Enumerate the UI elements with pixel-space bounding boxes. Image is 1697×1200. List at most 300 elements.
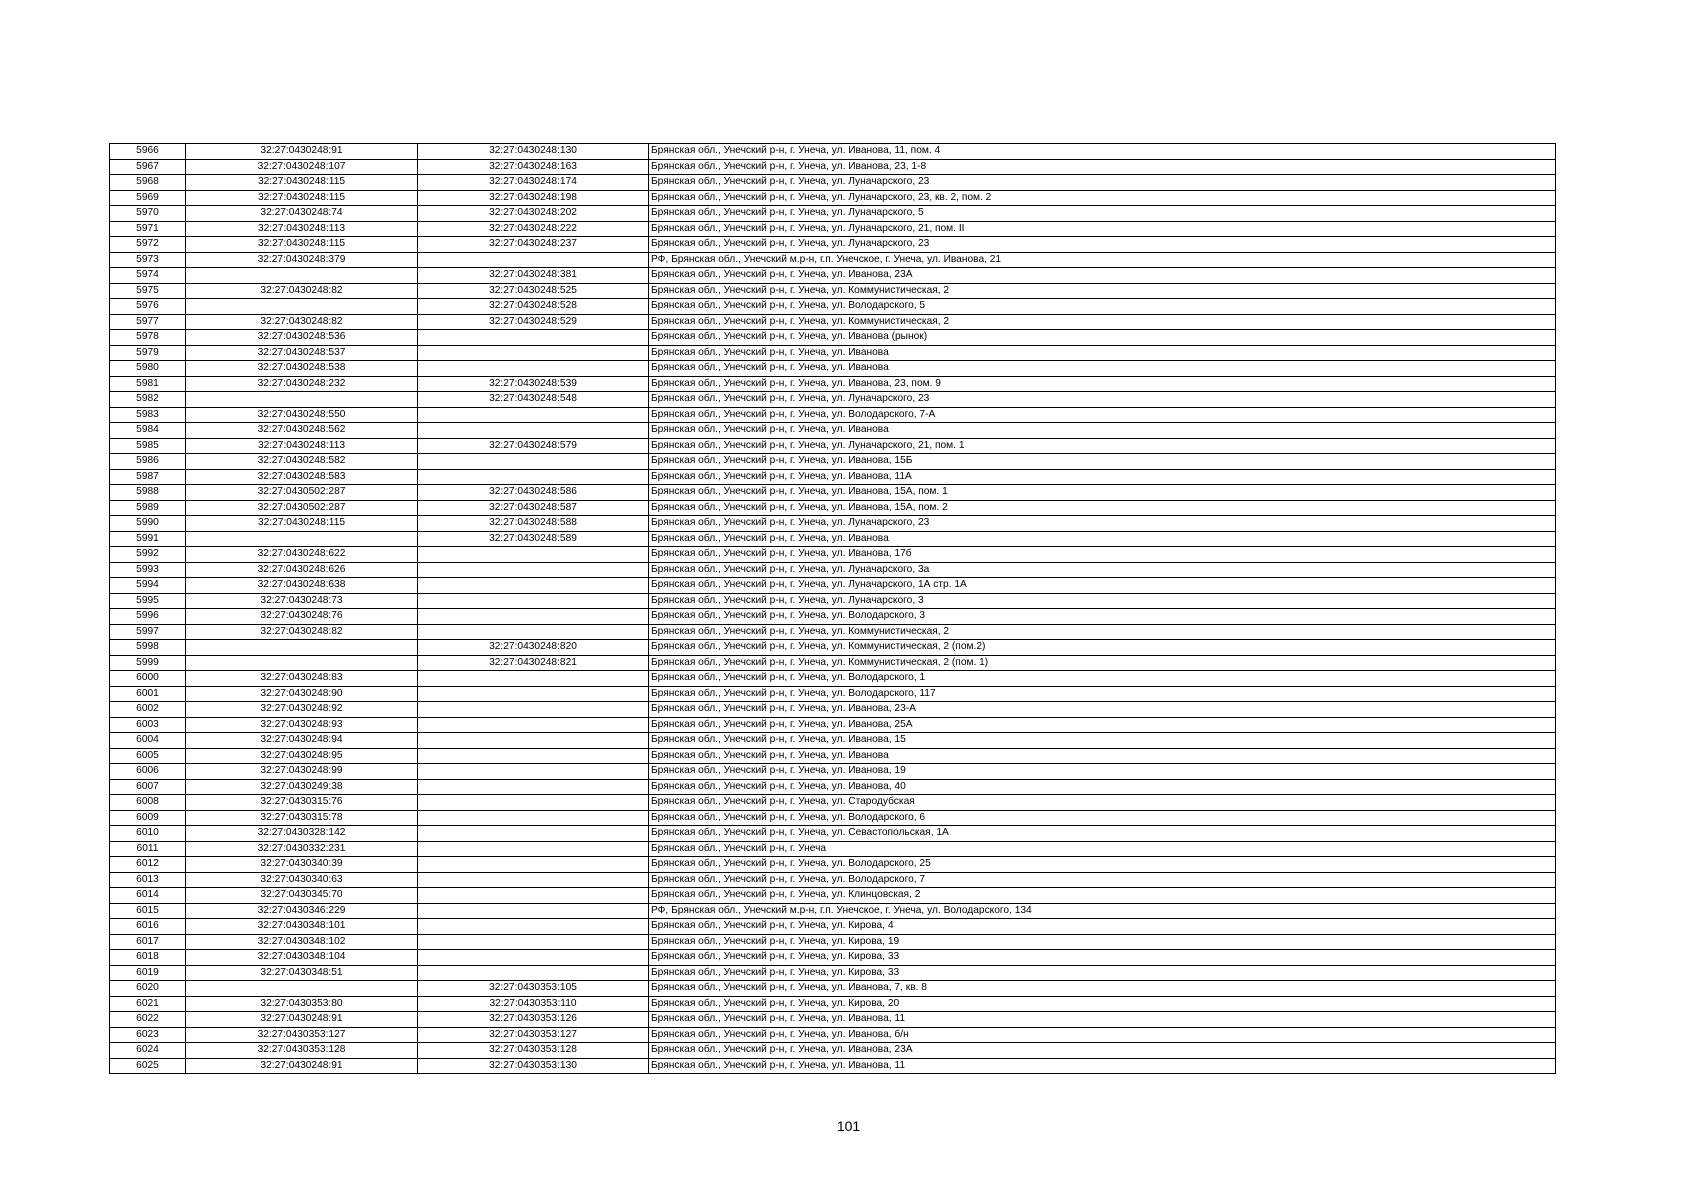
address-cell: Брянская обл., Унечский р-н, г. Унеча, ул. Иванова, 11, пом. 4 (649, 144, 1556, 160)
object-number-cell: 32:27:0430353:127 (418, 1027, 649, 1043)
row-number-cell: 6015 (110, 903, 186, 919)
object-number-cell: 32:27:0430248:588 (418, 516, 649, 532)
row-number-cell: 5991 (110, 531, 186, 547)
object-number-cell (418, 965, 649, 981)
object-number-cell (418, 702, 649, 718)
object-number-cell (418, 888, 649, 904)
row-number-cell: 5996 (110, 609, 186, 625)
table-row (110, 438, 1556, 454)
parcel-number-cell (186, 392, 418, 408)
parcel-number-cell: 32:27:0430248:622 (186, 547, 418, 563)
table-row (110, 314, 1556, 330)
address-cell: Брянская обл., Унечский р-н, г. Унеча, ул. Иванова, 11 (649, 1058, 1556, 1074)
row-number-cell: 5967 (110, 159, 186, 175)
parcel-number-cell: 32:27:0430502:287 (186, 500, 418, 516)
object-number-cell: 32:27:0430248:198 (418, 190, 649, 206)
parcel-number-cell: 32:27:0430353:127 (186, 1027, 418, 1043)
parcel-number-cell: 32:27:0430248:550 (186, 407, 418, 423)
address-cell: Брянская обл., Унечский р-н, г. Унеча, ул. Володарского, 3 (649, 609, 1556, 625)
parcel-number-cell (186, 268, 418, 284)
row-number-cell: 5992 (110, 547, 186, 563)
object-number-cell (418, 454, 649, 470)
object-number-cell: 32:27:0430248:237 (418, 237, 649, 253)
object-number-cell: 32:27:0430248:222 (418, 221, 649, 237)
object-number-cell (418, 686, 649, 702)
address-cell: Брянская обл., Унечский р-н, г. Унеча, ул. Луначарского, 21, пом. II (649, 221, 1556, 237)
parcel-number-cell: 32:27:0430348:104 (186, 950, 418, 966)
object-number-cell: 32:27:0430248:579 (418, 438, 649, 454)
table-row (110, 872, 1556, 888)
table-row (110, 934, 1556, 950)
parcel-number-cell: 32:27:0430248:107 (186, 159, 418, 175)
address-cell: Брянская обл., Унечский р-н, г. Унеча, ул. Иванова, 7, кв. 8 (649, 981, 1556, 997)
row-number-cell: 5990 (110, 516, 186, 532)
address-cell: Брянская обл., Унечский р-н, г. Унеча, ул. Иванова, 40 (649, 779, 1556, 795)
object-number-cell (418, 857, 649, 873)
object-number-cell (418, 469, 649, 485)
registry-table (109, 143, 1556, 1074)
table-row (110, 733, 1556, 749)
row-number-cell: 5984 (110, 423, 186, 439)
address-cell: Брянская обл., Унечский р-н, г. Унеча, ул. Коммунистическая, 2 (пом.2) (649, 640, 1556, 656)
parcel-number-cell: 32:27:0430248:582 (186, 454, 418, 470)
row-number-cell: 5975 (110, 283, 186, 299)
object-number-cell (418, 764, 649, 780)
object-number-cell (418, 578, 649, 594)
object-number-cell (418, 423, 649, 439)
table-row (110, 500, 1556, 516)
table-row (110, 547, 1556, 563)
table-row (110, 299, 1556, 315)
table-row (110, 609, 1556, 625)
address-cell: Брянская обл., Унечский р-н, г. Унеча, ул. Луначарского, 23 (649, 237, 1556, 253)
address-cell: Брянская обл., Унечский р-н, г. Унеча, ул. Володарского, 7 (649, 872, 1556, 888)
address-cell: Брянская обл., Унечский р-н, г. Унеча, ул. Коммунистическая, 2 (649, 314, 1556, 330)
table-row (110, 671, 1556, 687)
address-cell: Брянская обл., Унечский р-н, г. Унеча, ул. Коммунистическая, 2 (пом. 1) (649, 655, 1556, 671)
parcel-number-cell: 32:27:0430332:231 (186, 841, 418, 857)
table-row (110, 423, 1556, 439)
table-row (110, 175, 1556, 191)
address-cell: Брянская обл., Унечский р-н, г. Унеча, ул. Иванова (649, 345, 1556, 361)
parcel-number-cell: 32:27:0430353:128 (186, 1043, 418, 1059)
row-number-cell: 5978 (110, 330, 186, 346)
row-number-cell: 6008 (110, 795, 186, 811)
row-number-cell: 6022 (110, 1012, 186, 1028)
address-cell: РФ, Брянская обл., Унечский м.р-н, г.п. Унечское, г. Унеча, ул. Иванова, 21 (649, 252, 1556, 268)
object-number-cell (418, 919, 649, 935)
object-number-cell: 32:27:0430248:163 (418, 159, 649, 175)
address-cell: Брянская обл., Унечский р-н, г. Унеча, ул. Кирова, 19 (649, 934, 1556, 950)
parcel-number-cell: 32:27:0430248:94 (186, 733, 418, 749)
parcel-number-cell (186, 531, 418, 547)
address-cell: Брянская обл., Унечский р-н, г. Унеча, ул. Луначарского, 23 (649, 392, 1556, 408)
parcel-number-cell: 32:27:0430340:63 (186, 872, 418, 888)
address-cell: Брянская обл., Унечский р-н, г. Унеча, ул. Иванова, 15 (649, 733, 1556, 749)
address-cell: Брянская обл., Унечский р-н, г. Унеча, ул. Иванова, б/н (649, 1027, 1556, 1043)
row-number-cell: 5974 (110, 268, 186, 284)
row-number-cell: 6014 (110, 888, 186, 904)
parcel-number-cell: 32:27:0430248:90 (186, 686, 418, 702)
table-row (110, 407, 1556, 423)
parcel-number-cell: 32:27:0430248:113 (186, 438, 418, 454)
row-number-cell: 6019 (110, 965, 186, 981)
parcel-number-cell: 32:27:0430249:38 (186, 779, 418, 795)
table-row (110, 1012, 1556, 1028)
address-cell: Брянская обл., Унечский р-н, г. Унеча, ул. Иванова, 23, пом. 9 (649, 376, 1556, 392)
row-number-cell: 5971 (110, 221, 186, 237)
address-cell: Брянская обл., Унечский р-н, г. Унеча, ул. Иванова (рынок) (649, 330, 1556, 346)
row-number-cell: 5997 (110, 624, 186, 640)
table-row (110, 826, 1556, 842)
table-row (110, 996, 1556, 1012)
address-cell: Брянская обл., Унечский р-н, г. Унеча, ул. Иванова (649, 531, 1556, 547)
parcel-number-cell: 32:27:0430346:229 (186, 903, 418, 919)
table-row (110, 252, 1556, 268)
table-row (110, 376, 1556, 392)
object-number-cell (418, 779, 649, 795)
table-row (110, 144, 1556, 160)
row-number-cell: 6009 (110, 810, 186, 826)
table-row (110, 330, 1556, 346)
address-cell: Брянская обл., Унечский р-н, г. Унеча, ул. Володарского, 5 (649, 299, 1556, 315)
parcel-number-cell: 32:27:0430248:93 (186, 717, 418, 733)
row-number-cell: 5966 (110, 144, 186, 160)
table-row (110, 888, 1556, 904)
row-number-cell: 6024 (110, 1043, 186, 1059)
row-number-cell: 5998 (110, 640, 186, 656)
address-cell: Брянская обл., Унечский р-н, г. Унеча, ул. Севастопольская, 1А (649, 826, 1556, 842)
address-cell: Брянская обл., Унечский р-н, г. Унеча, ул. Коммунистическая, 2 (649, 283, 1556, 299)
object-number-cell (418, 407, 649, 423)
object-number-cell: 32:27:0430248:821 (418, 655, 649, 671)
row-number-cell: 5970 (110, 206, 186, 222)
address-cell: Брянская обл., Унечский р-н, г. Унеча (649, 841, 1556, 857)
object-number-cell: 32:27:0430353:128 (418, 1043, 649, 1059)
row-number-cell: 6016 (110, 919, 186, 935)
row-number-cell: 6001 (110, 686, 186, 702)
table-row (110, 717, 1556, 733)
object-number-cell (418, 345, 649, 361)
table-row (110, 593, 1556, 609)
table-row (110, 190, 1556, 206)
parcel-number-cell: 32:27:0430248:537 (186, 345, 418, 361)
row-number-cell: 5999 (110, 655, 186, 671)
address-cell: Брянская обл., Унечский р-н, г. Унеча, ул. Иванова, 23-А (649, 702, 1556, 718)
table-row (110, 345, 1556, 361)
table-row (110, 640, 1556, 656)
object-number-cell: 32:27:0430248:587 (418, 500, 649, 516)
row-number-cell: 5994 (110, 578, 186, 594)
parcel-number-cell: 32:27:0430248:232 (186, 376, 418, 392)
object-number-cell (418, 872, 649, 888)
parcel-number-cell: 32:27:0430248:379 (186, 252, 418, 268)
row-number-cell: 5977 (110, 314, 186, 330)
table-row (110, 159, 1556, 175)
table-row (110, 857, 1556, 873)
row-number-cell: 5968 (110, 175, 186, 191)
object-number-cell: 32:27:0430248:174 (418, 175, 649, 191)
address-cell: Брянская обл., Унечский р-н, г. Унеча, ул. Иванова, 25А (649, 717, 1556, 733)
row-number-cell: 6020 (110, 981, 186, 997)
parcel-number-cell: 32:27:0430248:99 (186, 764, 418, 780)
parcel-number-cell: 32:27:0430248:115 (186, 516, 418, 532)
parcel-number-cell: 32:27:0430248:115 (186, 190, 418, 206)
row-number-cell: 5980 (110, 361, 186, 377)
row-number-cell: 6010 (110, 826, 186, 842)
parcel-number-cell: 32:27:0430248:536 (186, 330, 418, 346)
row-number-cell: 6002 (110, 702, 186, 718)
table-row (110, 268, 1556, 284)
registry-table-body (110, 144, 1556, 1074)
parcel-number-cell: 32:27:0430248:562 (186, 423, 418, 439)
object-number-cell (418, 609, 649, 625)
address-cell: Брянская обл., Унечский р-н, г. Унеча, ул. Луначарского, 23, кв. 2, пом. 2 (649, 190, 1556, 206)
address-cell: Брянская обл., Унечский р-н, г. Унеча, ул. Володарского, 6 (649, 810, 1556, 826)
table-row (110, 748, 1556, 764)
row-number-cell: 6005 (110, 748, 186, 764)
address-cell: Брянская обл., Унечский р-н, г. Унеча, ул. Иванова, 23А (649, 1043, 1556, 1059)
parcel-number-cell: 32:27:0430248:538 (186, 361, 418, 377)
object-number-cell (418, 252, 649, 268)
table-row (110, 237, 1556, 253)
parcel-number-cell: 32:27:0430502:287 (186, 485, 418, 501)
object-number-cell (418, 717, 649, 733)
parcel-number-cell: 32:27:0430248:115 (186, 175, 418, 191)
table-row (110, 485, 1556, 501)
parcel-number-cell: 32:27:0430345:70 (186, 888, 418, 904)
address-cell: Брянская обл., Унечский р-н, г. Унеча, ул. Иванова, 15А, пом. 1 (649, 485, 1556, 501)
object-number-cell (418, 903, 649, 919)
object-number-cell (418, 841, 649, 857)
object-number-cell (418, 795, 649, 811)
row-number-cell: 5985 (110, 438, 186, 454)
address-cell: Брянская обл., Унечский р-н, г. Унеча, ул. Кирова, 33 (649, 950, 1556, 966)
object-number-cell: 32:27:0430248:528 (418, 299, 649, 315)
parcel-number-cell: 32:27:0430248:91 (186, 1012, 418, 1028)
table-row (110, 206, 1556, 222)
parcel-number-cell: 32:27:0430348:51 (186, 965, 418, 981)
table-row (110, 965, 1556, 981)
address-cell: Брянская обл., Унечский р-н, г. Унеча, ул. Кирова, 20 (649, 996, 1556, 1012)
table-row (110, 361, 1556, 377)
address-cell: Брянская обл., Унечский р-н, г. Унеча, ул. Луначарского, 23 (649, 516, 1556, 532)
address-cell: Брянская обл., Унечский р-н, г. Унеча, ул. Иванова, 15А, пом. 2 (649, 500, 1556, 516)
object-number-cell: 32:27:0430248:525 (418, 283, 649, 299)
parcel-number-cell (186, 299, 418, 315)
row-number-cell: 6013 (110, 872, 186, 888)
row-number-cell: 5972 (110, 237, 186, 253)
object-number-cell: 32:27:0430353:105 (418, 981, 649, 997)
row-number-cell: 5993 (110, 562, 186, 578)
row-number-cell: 6025 (110, 1058, 186, 1074)
address-cell: Брянская обл., Унечский р-н, г. Унеча, ул. Иванова (649, 748, 1556, 764)
address-cell: Брянская обл., Унечский р-н, г. Унеча, ул. Луначарского, 5 (649, 206, 1556, 222)
parcel-number-cell: 32:27:0430248:83 (186, 671, 418, 687)
parcel-number-cell (186, 655, 418, 671)
parcel-number-cell: 32:27:0430248:82 (186, 283, 418, 299)
object-number-cell: 32:27:0430248:820 (418, 640, 649, 656)
table-row (110, 655, 1556, 671)
table-row (110, 531, 1556, 547)
row-number-cell: 5969 (110, 190, 186, 206)
table-row (110, 779, 1556, 795)
address-cell: Брянская обл., Унечский р-н, г. Унеча, ул. Володарского, 1 (649, 671, 1556, 687)
address-cell: Брянская обл., Унечский р-н, г. Унеча, ул. Иванова, 19 (649, 764, 1556, 780)
address-cell: РФ, Брянская обл., Унечский м.р-н, г.п. Унечское, г. Унеча, ул. Володарского, 134 (649, 903, 1556, 919)
table-row (110, 702, 1556, 718)
address-cell: Брянская обл., Унечский р-н, г. Унеча, ул. Иванова, 15Б (649, 454, 1556, 470)
address-cell: Брянская обл., Унечский р-н, г. Унеча, ул. Иванова (649, 361, 1556, 377)
parcel-number-cell (186, 981, 418, 997)
parcel-number-cell: 32:27:0430315:76 (186, 795, 418, 811)
object-number-cell: 32:27:0430248:381 (418, 268, 649, 284)
row-number-cell: 5988 (110, 485, 186, 501)
address-cell: Брянская обл., Унечский р-н, г. Унеча, ул. Кирова, 33 (649, 965, 1556, 981)
object-number-cell (418, 733, 649, 749)
table-row (110, 1058, 1556, 1074)
table-row (110, 516, 1556, 532)
address-cell: Брянская обл., Унечский р-н, г. Унеча, ул. Луначарского, 23 (649, 175, 1556, 191)
parcel-number-cell: 32:27:0430248:95 (186, 748, 418, 764)
object-number-cell: 32:27:0430248:539 (418, 376, 649, 392)
parcel-number-cell: 32:27:0430248:626 (186, 562, 418, 578)
address-cell: Брянская обл., Унечский р-н, г. Унеча, ул. Луначарского, 1А стр. 1А (649, 578, 1556, 594)
parcel-number-cell: 32:27:0430248:82 (186, 314, 418, 330)
object-number-cell: 32:27:0430248:130 (418, 144, 649, 160)
row-number-cell: 6023 (110, 1027, 186, 1043)
object-number-cell (418, 624, 649, 640)
parcel-number-cell: 32:27:0430340:39 (186, 857, 418, 873)
row-number-cell: 5989 (110, 500, 186, 516)
address-cell: Брянская обл., Унечский р-н, г. Унеча, ул. Иванова, 17б (649, 547, 1556, 563)
object-number-cell (418, 934, 649, 950)
address-cell: Брянская обл., Унечский р-н, г. Унеча, ул. Луначарского, 21, пом. 1 (649, 438, 1556, 454)
object-number-cell: 32:27:0430248:589 (418, 531, 649, 547)
address-cell: Брянская обл., Унечский р-н, г. Унеча, ул. Клинцовская, 2 (649, 888, 1556, 904)
parcel-number-cell: 32:27:0430248:82 (186, 624, 418, 640)
address-cell: Брянская обл., Унечский р-н, г. Унеча, ул. Иванова, 11А (649, 469, 1556, 485)
row-number-cell: 5983 (110, 407, 186, 423)
parcel-number-cell: 32:27:0430248:638 (186, 578, 418, 594)
parcel-number-cell: 32:27:0430248:583 (186, 469, 418, 485)
address-cell: Брянская обл., Унечский р-н, г. Унеча, ул. Иванова, 23, 1-8 (649, 159, 1556, 175)
address-cell: Брянская обл., Унечский р-н, г. Унеча, ул. Луначарского, 3а (649, 562, 1556, 578)
row-number-cell: 6006 (110, 764, 186, 780)
object-number-cell (418, 547, 649, 563)
table-row (110, 841, 1556, 857)
table-row (110, 392, 1556, 408)
object-number-cell (418, 826, 649, 842)
row-number-cell: 5986 (110, 454, 186, 470)
row-number-cell: 5987 (110, 469, 186, 485)
address-cell: Брянская обл., Унечский р-н, г. Унеча, ул. Иванова, 23А (649, 268, 1556, 284)
object-number-cell: 32:27:0430248:202 (418, 206, 649, 222)
parcel-number-cell: 32:27:0430348:102 (186, 934, 418, 950)
row-number-cell: 5979 (110, 345, 186, 361)
parcel-number-cell: 32:27:0430315:78 (186, 810, 418, 826)
parcel-number-cell: 32:27:0430328:142 (186, 826, 418, 842)
row-number-cell: 5976 (110, 299, 186, 315)
parcel-number-cell: 32:27:0430348:101 (186, 919, 418, 935)
parcel-number-cell (186, 640, 418, 656)
object-number-cell (418, 562, 649, 578)
object-number-cell (418, 950, 649, 966)
object-number-cell: 32:27:0430248:529 (418, 314, 649, 330)
address-cell: Брянская обл., Унечский р-н, г. Унеча, ул. Иванова, 11 (649, 1012, 1556, 1028)
row-number-cell: 6011 (110, 841, 186, 857)
table-row (110, 686, 1556, 702)
parcel-number-cell: 32:27:0430353:80 (186, 996, 418, 1012)
address-cell: Брянская обл., Унечский р-н, г. Унеча, ул. Кирова, 4 (649, 919, 1556, 935)
parcel-number-cell: 32:27:0430248:113 (186, 221, 418, 237)
table-row (110, 981, 1556, 997)
table-row (110, 903, 1556, 919)
object-number-cell (418, 330, 649, 346)
parcel-number-cell: 32:27:0430248:73 (186, 593, 418, 609)
object-number-cell (418, 671, 649, 687)
table-row (110, 221, 1556, 237)
object-number-cell: 32:27:0430353:130 (418, 1058, 649, 1074)
parcel-number-cell: 32:27:0430248:76 (186, 609, 418, 625)
object-number-cell: 32:27:0430353:126 (418, 1012, 649, 1028)
address-cell: Брянская обл., Унечский р-н, г. Унеча, ул. Володарского, 117 (649, 686, 1556, 702)
address-cell: Брянская обл., Унечский р-н, г. Унеча, ул. Володарского, 7-А (649, 407, 1556, 423)
row-number-cell: 6004 (110, 733, 186, 749)
row-number-cell: 6003 (110, 717, 186, 733)
row-number-cell: 6021 (110, 996, 186, 1012)
address-cell: Брянская обл., Унечский р-н, г. Унеча, ул. Иванова (649, 423, 1556, 439)
parcel-number-cell: 32:27:0430248:92 (186, 702, 418, 718)
object-number-cell (418, 748, 649, 764)
table-row (110, 578, 1556, 594)
table-row (110, 764, 1556, 780)
object-number-cell: 32:27:0430353:110 (418, 996, 649, 1012)
parcel-number-cell: 32:27:0430248:115 (186, 237, 418, 253)
address-cell: Брянская обл., Унечский р-н, г. Унеча, ул. Володарского, 25 (649, 857, 1556, 873)
table-row (110, 950, 1556, 966)
table-row (110, 1027, 1556, 1043)
address-cell: Брянская обл., Унечский р-н, г. Унеча, ул. Коммунистическая, 2 (649, 624, 1556, 640)
row-number-cell: 5995 (110, 593, 186, 609)
row-number-cell: 6017 (110, 934, 186, 950)
table-row (110, 810, 1556, 826)
row-number-cell: 5982 (110, 392, 186, 408)
row-number-cell: 6000 (110, 671, 186, 687)
object-number-cell (418, 810, 649, 826)
table-row (110, 469, 1556, 485)
table-row (110, 283, 1556, 299)
object-number-cell (418, 361, 649, 377)
row-number-cell: 5981 (110, 376, 186, 392)
address-cell: Брянская обл., Унечский р-н, г. Унеча, ул. Луначарского, 3 (649, 593, 1556, 609)
page-number: 101 (836, 1118, 861, 1134)
row-number-cell: 6012 (110, 857, 186, 873)
object-number-cell: 32:27:0430248:586 (418, 485, 649, 501)
object-number-cell: 32:27:0430248:548 (418, 392, 649, 408)
table-row (110, 795, 1556, 811)
table-row (110, 562, 1556, 578)
row-number-cell: 6018 (110, 950, 186, 966)
address-cell: Брянская обл., Унечский р-н, г. Унеча, ул. Стародубская (649, 795, 1556, 811)
parcel-number-cell: 32:27:0430248:91 (186, 144, 418, 160)
table-row (110, 1043, 1556, 1059)
row-number-cell: 5973 (110, 252, 186, 268)
table-row (110, 454, 1556, 470)
row-number-cell: 6007 (110, 779, 186, 795)
table-row (110, 919, 1556, 935)
object-number-cell (418, 593, 649, 609)
